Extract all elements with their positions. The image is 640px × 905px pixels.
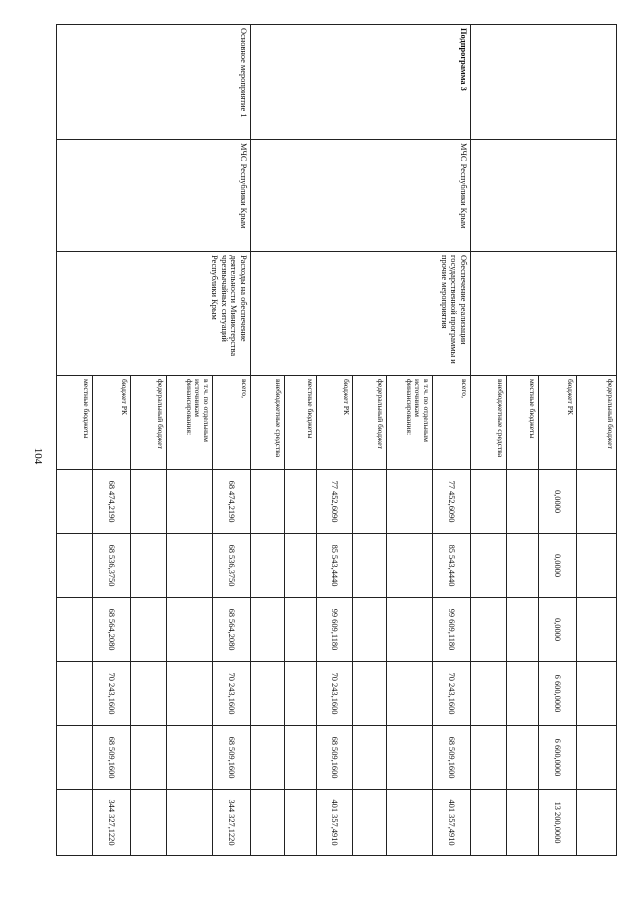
value-cell: 0,0000: [539, 534, 577, 598]
value-cell: [167, 726, 213, 790]
value-cell: 68 564,2080: [93, 598, 131, 662]
value-cell: [577, 662, 617, 726]
value-cell: [57, 790, 93, 856]
value-cell: 68 474,2190: [213, 470, 251, 534]
value-cell: [507, 662, 539, 726]
subprogram-status-cell: Подпрограмма 3: [251, 25, 471, 140]
source-cell: федеральный бюджет: [353, 376, 387, 470]
rotated-page: [57, 24, 617, 855]
value-cell: 99 609,1180: [433, 598, 471, 662]
source-cell: бюджет РК: [93, 376, 131, 470]
value-cell: [251, 726, 285, 790]
source-cell: бюджет РК: [317, 376, 353, 470]
value-cell: [577, 790, 617, 856]
value-cell: [131, 726, 167, 790]
value-cell: 68 474,2190: [93, 470, 131, 534]
value-cell: [167, 534, 213, 598]
value-cell: 344 327,1220: [213, 790, 251, 856]
value-cell: [471, 790, 507, 856]
value-cell: [167, 598, 213, 662]
value-cell: [57, 534, 93, 598]
value-cell: [577, 598, 617, 662]
value-cell: [251, 470, 285, 534]
source-cell: всего,: [213, 376, 251, 470]
value-cell: [251, 790, 285, 856]
value-cell: 99 609,1180: [317, 598, 353, 662]
status-cell-top: [471, 25, 617, 140]
source-cell: всего,: [433, 376, 471, 470]
value-cell: [251, 534, 285, 598]
source-cell: бюджет РК: [539, 376, 577, 470]
value-cell: 77 452,6090: [317, 470, 353, 534]
value-cell: 68 564,2080: [213, 598, 251, 662]
value-cell: 0,0000: [539, 598, 577, 662]
value-cell: 68 509,1600: [433, 726, 471, 790]
value-cell: [577, 534, 617, 598]
value-cell: [57, 662, 93, 726]
value-cell: [285, 598, 317, 662]
source-cell: внебюджетные средства: [251, 376, 285, 470]
value-cell: [471, 470, 507, 534]
value-cell: 0,0000: [539, 470, 577, 534]
subprogram-executor-cell: МЧС Республики Крым: [251, 140, 471, 252]
table-row: [433, 25, 471, 856]
source-cell: федеральный бюджет: [131, 376, 167, 470]
executor-cell-top: [471, 140, 617, 252]
value-cell: [471, 662, 507, 726]
value-cell: [353, 726, 387, 790]
value-cell: 68 509,1600: [213, 726, 251, 790]
table-frame: [57, 24, 617, 855]
source-cell: внебюджетные средства: [471, 376, 507, 470]
value-cell: [387, 534, 433, 598]
value-cell: [251, 662, 285, 726]
value-cell: 85 543,4440: [433, 534, 471, 598]
value-cell: [131, 598, 167, 662]
value-cell: [507, 790, 539, 856]
value-cell: 68 509,1600: [317, 726, 353, 790]
value-cell: [387, 598, 433, 662]
value-cell: [387, 726, 433, 790]
value-cell: [57, 598, 93, 662]
value-cell: [353, 790, 387, 856]
value-cell: [57, 470, 93, 534]
table-row: [213, 25, 251, 856]
value-cell: [131, 790, 167, 856]
value-cell: [285, 726, 317, 790]
activity-status-cell: Основное мероприятие 1: [57, 25, 251, 140]
value-cell: 401 357,4910: [433, 790, 471, 856]
value-cell: [131, 662, 167, 726]
source-cell: федеральный бюджет: [577, 376, 617, 470]
value-cell: [507, 598, 539, 662]
value-cell: 68 509,1600: [93, 726, 131, 790]
value-cell: 68 536,3750: [93, 534, 131, 598]
value-cell: [285, 790, 317, 856]
value-cell: 6 600,0000: [539, 726, 577, 790]
source-cell: местные бюджеты: [285, 376, 317, 470]
value-cell: [57, 726, 93, 790]
page-number: 104: [32, 447, 44, 465]
financing-table: [56, 24, 617, 856]
value-cell: 70 243,1600: [213, 662, 251, 726]
source-cell: в т.ч. по отдельным источникам финансирования:: [387, 376, 433, 470]
value-cell: [507, 534, 539, 598]
value-cell: [507, 470, 539, 534]
value-cell: 401 357,4910: [317, 790, 353, 856]
value-cell: [471, 598, 507, 662]
source-cell: в т.ч. по отдельным источникам финансирования:: [167, 376, 213, 470]
value-cell: [353, 534, 387, 598]
value-cell: [507, 726, 539, 790]
value-cell: 13 200,0000: [539, 790, 577, 856]
source-cell: местные бюджеты: [57, 376, 93, 470]
value-cell: 70 243,1600: [93, 662, 131, 726]
value-cell: 85 543,4440: [317, 534, 353, 598]
value-cell: 6 600,0000: [539, 662, 577, 726]
value-cell: [577, 470, 617, 534]
value-cell: [131, 534, 167, 598]
value-cell: [577, 726, 617, 790]
source-cell: местные бюджеты: [507, 376, 539, 470]
value-cell: 344 327,1220: [93, 790, 131, 856]
value-cell: [285, 534, 317, 598]
value-cell: 70 243,1600: [433, 662, 471, 726]
value-cell: [251, 598, 285, 662]
value-cell: [353, 470, 387, 534]
value-cell: [167, 790, 213, 856]
subprogram-name-cell: Обеспечение реализации государственной программы и прочие мероприятия: [251, 252, 471, 376]
value-cell: [471, 726, 507, 790]
value-cell: [167, 662, 213, 726]
value-cell: [353, 662, 387, 726]
name-cell-top: [471, 252, 617, 376]
value-cell: [285, 662, 317, 726]
value-cell: [387, 662, 433, 726]
value-cell: [387, 790, 433, 856]
activity-executor-cell: МЧС Республики Крым: [57, 140, 251, 252]
value-cell: [285, 470, 317, 534]
value-cell: [131, 470, 167, 534]
value-cell: 68 536,3750: [213, 534, 251, 598]
value-cell: [353, 598, 387, 662]
value-cell: [167, 470, 213, 534]
value-cell: 70 243,1600: [317, 662, 353, 726]
table-row: [577, 25, 617, 856]
activity-name-cell: Расходы на обеспечение деятельности Министерства чрезвычайных ситуаций Республики Крым: [57, 252, 251, 376]
value-cell: [471, 534, 507, 598]
value-cell: [387, 470, 433, 534]
value-cell: 77 452,6090: [433, 470, 471, 534]
